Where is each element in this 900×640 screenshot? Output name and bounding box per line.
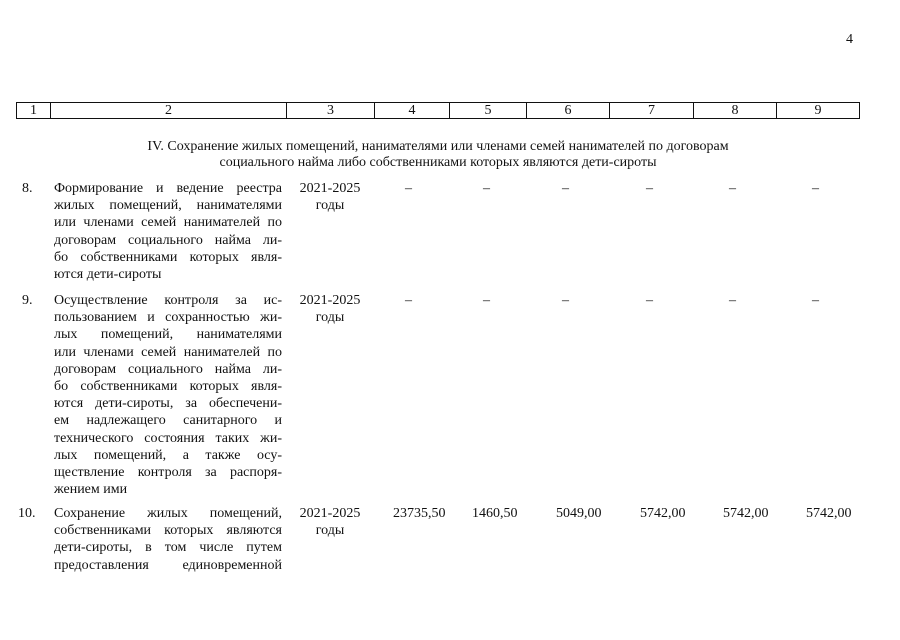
row-period [290,505,370,539]
description-line: жением ими [54,482,128,498]
description-line: Формирование и ведение реестра [54,181,282,196]
value-col-9: 5742,00 [806,506,852,521]
column-header-8: 8 [694,103,777,118]
column-header-6: 6 [527,103,610,118]
column-header-2: 2 [51,103,287,118]
period-years: 2021-2025 [299,293,361,308]
section-title [60,139,816,171]
row-number: 8. [22,181,33,196]
description-line: лых помещений, а также осу- [54,447,282,463]
value-col-4: – [405,293,412,308]
column-header-9: 9 [814,103,822,118]
description-line: ются дети-сироты [54,267,162,283]
section-title-line-2: социального найма либо собственниками которых являются дети-сироты [219,155,657,170]
description-line: ем надлежащего санитарного и [54,413,282,429]
value-col-7: 5742,00 [640,506,686,521]
row-number: 10. [18,506,36,521]
page-number: 4 [846,32,853,47]
period-unit: годы [315,198,345,214]
value-col-5: – [483,293,490,308]
column-header-1: 1 [17,103,51,118]
description-line: договорам социального найма ли- [54,361,282,377]
description-line: бо собственниками которых явля- [54,379,282,395]
value-col-9: – [812,181,819,196]
value-col-5: 1460,50 [472,506,518,521]
period-years: 2021-2025 [299,506,361,521]
description-line: бо собственниками которых явля- [54,249,282,265]
description-line: или членами семей нанимателей по [54,344,282,360]
description-line: ществление контроля за распоря- [54,465,282,481]
value-col-7: – [646,181,653,196]
row-period [290,292,370,326]
column-header-4: 4 [375,103,450,118]
value-col-7: – [646,293,653,308]
description-line: Осуществление контроля за ис- [54,293,282,308]
value-col-6: – [562,293,569,308]
value-col-8: – [729,181,736,196]
value-col-6: 5049,00 [556,506,602,521]
description-line: собственниками которых являются [54,523,282,539]
description-line: ются дети-сироты, за обеспечени- [54,396,282,412]
description-line: дети-сироты, в том числе путем [54,540,282,556]
value-col-5: – [483,181,490,196]
row-description [54,292,282,498]
column-header-3: 3 [287,103,375,118]
section-title-line-1: IV. Сохранение жилых помещений, нанимателями или членами семей нанимателей по договорам [147,139,729,154]
column-number-header [16,102,860,119]
row-period [290,180,370,214]
period-years: 2021-2025 [299,181,361,196]
column-header-5: 5 [450,103,527,118]
value-col-8: 5742,00 [723,506,769,521]
value-col-8: – [729,293,736,308]
description-line: лых помещений, нанимателями [54,327,282,343]
value-col-4: – [405,181,412,196]
value-col-4: 23735,50 [393,506,446,521]
description-line: предоставления единовременной [54,557,282,573]
row-description [54,505,282,574]
value-col-9: – [812,293,819,308]
description-line: пользованием и сохранностью жи- [54,310,282,326]
row-description [54,180,282,283]
period-unit: годы [315,310,345,326]
period-unit: годы [315,523,345,539]
description-line: договорам социального найма ли- [54,232,282,248]
value-col-6: – [562,181,569,196]
description-line: жилых помещений, нанимателями [54,198,282,214]
description-line: Сохранение жилых помещений, [54,506,282,521]
row-number: 9. [22,293,33,308]
description-line: технического состояния таких жи- [54,430,282,446]
column-header-7: 7 [610,103,694,118]
description-line: или членами семей нанимателей по [54,215,282,231]
